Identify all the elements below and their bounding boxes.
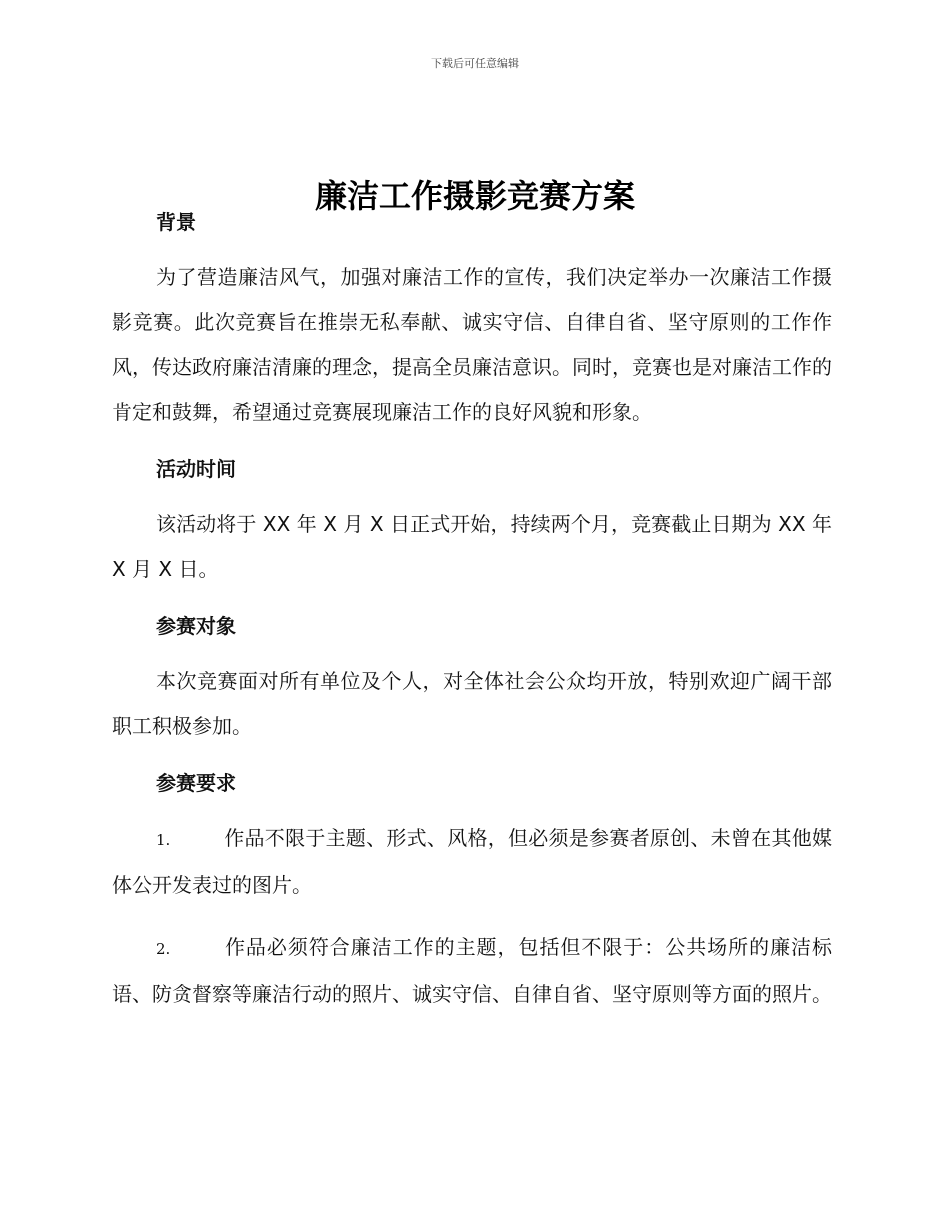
list-item [112, 816, 832, 908]
section-heading-participants: 参赛对象 [156, 614, 236, 638]
paragraph-participants: 本次竞赛面对所有单位及个人，对全体社会公众均开放，特别欢迎广阔干部职工积极参加。 [112, 669, 832, 738]
section-time [112, 452, 832, 609]
list-item-number: 2. [156, 940, 171, 958]
section-requirements [112, 766, 832, 1017]
section-heading-time: 活动时间 [156, 457, 236, 481]
list-item-text: 作品不限于主题、形式、风格，但必须是参赛者原创、未曾在其他媒体公开发表过的图片。 [112, 826, 832, 897]
document-body [112, 205, 832, 1017]
paragraph-background: 为了营造廉洁风气，加强对廉洁工作的宣传，我们决定举办一次廉洁工作摄影竞赛。此次竞赛旨在推崇无私奉献、诚实守信、自律自省、坚守原则的工作作风，传达政府廉洁清廉的理念，提高全员廉洁意识。同时，竞赛也是对廉洁工作的肯定和鼓舞，希望通过竞赛展现廉洁工作的良好风貌和形象。 [112, 265, 832, 424]
section-heading-requirements: 参赛要求 [156, 771, 236, 795]
paragraph-time: 该活动将于 XX 年 X 月 X 日正式开始，持续两个月，竞赛截止日期为 XX 年 X 月 X 日。 [112, 512, 832, 581]
section-heading-background: 背景 [156, 210, 196, 234]
document-title: 廉洁工作摄影竞赛方案 [314, 177, 635, 216]
section-background [112, 205, 832, 452]
section-participants [112, 609, 832, 766]
list-item [112, 925, 832, 1017]
list-item-number: 1. [156, 831, 171, 849]
header-note: 下载后可任意编辑 [431, 57, 519, 70]
list-item-text: 作品必须符合廉洁工作的主题，包括但不限于：公共场所的廉洁标语、防贪督察等廉洁行动的照片、诚实守信、自律自省、坚守原则等方面的照片。 [112, 935, 832, 1006]
